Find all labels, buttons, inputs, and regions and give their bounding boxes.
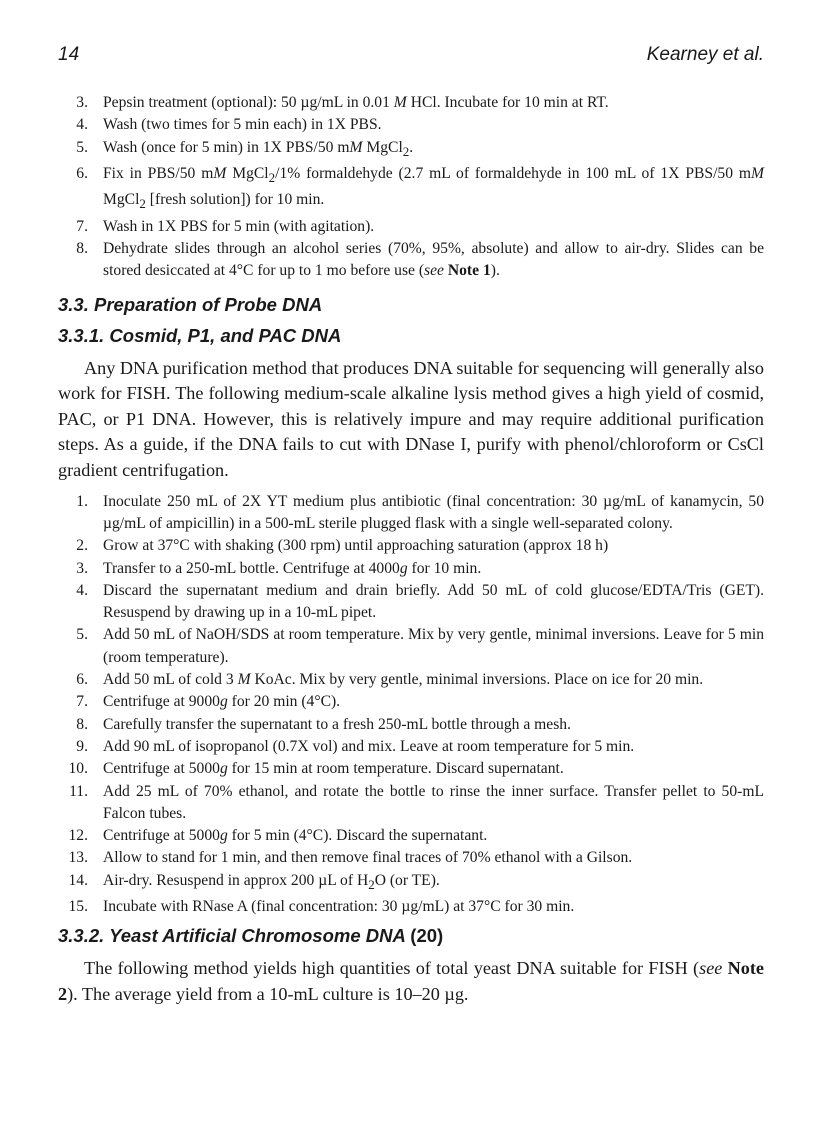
list-item: 7. Centrifuge at 9000g for 20 min (4°C). xyxy=(76,693,341,711)
subsection-heading-cosmid: 3.3.1. Cosmid, P1, and PAC DNA xyxy=(58,324,342,346)
list-item: 8. Dehydrate slides through an alcohol series (70%, 95%, absolute) and allow to air-dry. Slides can be stored desiccated at 4°C for up to 1 mo before use (see Note 1). xyxy=(76,240,764,280)
list-item: 3. Pepsin treatment (optional): 50 µg/mL in 0.01 M HCl. Incubate for 10 min at RT. xyxy=(76,94,609,111)
list-item: 5. Add 50 mL of NaOH/SDS at room temperature. Mix by very gentle, minimal inversions. Leave for 5 min (room temperature). xyxy=(76,626,764,666)
list-item: 10. Centrifuge at 5000g for 15 min at room temperature. Discard supernatant. xyxy=(68,760,564,778)
list-item: 12. Centrifuge at 5000g for 5 min (4°C). Discard the supernatant. xyxy=(68,827,488,845)
list-item: 8. Carefully transfer the supernatant to a fresh 250-mL bottle through a mesh. xyxy=(76,715,571,733)
main-content xyxy=(58,92,764,1015)
reference-number: (20) xyxy=(410,925,444,947)
procedure-list-alkaline-lysis xyxy=(58,491,764,919)
list-item: 4. Wash (two times for 5 min each) in 1X PBS. xyxy=(76,116,382,134)
page-number: 14 xyxy=(58,44,80,65)
list-item: 14. Air-dry. Resuspend in approx 200 µL of $H_2O$ (or TE). xyxy=(68,871,440,892)
list-item: 5. Wash (once for 5 min) in 1X PBS/50 mM MgCl$_2$. xyxy=(76,138,414,159)
list-item: 9. Add 90 mL of isopropanol (0.7X vol) and mix. Leave at room temperature for 5 min. xyxy=(76,737,635,755)
running-author: Kearney et al. xyxy=(646,44,764,65)
list-item: 13. Allow to stand for 1 min, and then remove final traces of 70% ethanol with a Gilson. xyxy=(68,849,633,867)
subsection-heading-yac: 3.3.2. Yeast Artificial Chromosome DNA (20) xyxy=(58,925,444,947)
list-item: 7. Wash in 1X PBS for 5 min (with agitation). xyxy=(76,217,375,235)
procedure-list-fixation xyxy=(58,92,764,283)
list-item: 4. Discard the supernatant medium and drain briefly. Add 50 mL of cold glucose/EDTA/Tris (GET). Resuspend by drawing up in a 10-mL pipet. xyxy=(76,581,764,622)
section-heading: 3.3. Preparation of Probe DNA xyxy=(58,293,323,315)
list-item: 1. Inoculate 250 mL of 2X YT medium plus antibiotic (final concentration: 30 µg/mL of kanamycin, 50 µg/mL of ampicillin) in a 500-mL sterile plugged flask with a single well-separated colony. xyxy=(76,492,764,532)
list-item: 6. Fix in PBS/50 mM MgCl$_2$/1% formaldehyde (2.7 mL of formaldehyde in 100 mL of 1X PBS/50 mM MgCl$_2$ [fresh solution]) for 10 min. xyxy=(76,165,764,212)
list-item: 2. Grow at 37°C with shaking (300 rpm) until approaching saturation (approx 18 h) xyxy=(76,537,609,555)
list-item: 15. Incubate with RNase A (final concentration: 30 µg/mL) at 37°C for 30 min. xyxy=(68,898,575,916)
body-paragraph: The following method yields high quantities of total yeast DNA suitable for FISH (see Note 2). The average yield from a 10-mL culture is 10–20 µg. xyxy=(58,958,764,1005)
list-item: 3. Transfer to a 250-mL bottle. Centrifuge at 4000g for 10 min. xyxy=(76,559,482,577)
list-item: 6. Add 50 mL of cold 3 M KoAc. Mix by very gentle, minimal inversions. Place on ice for 20 min. xyxy=(76,671,704,689)
list-item: 11. Add 25 mL of 70% ethanol, and rotate the bottle to rinse the inner surface. Transfer pellet to 50-mL Falcon tubes. xyxy=(69,782,764,822)
body-paragraph: Any DNA purification method that produces DNA suitable for sequencing will generally also work for FISH. The following medium-scale alkaline lysis method gives a high yield of cosmid, PAC, or P1 DNA. However, this is relatively impure and may require additional purification steps. As a guide, if the DNA fails to cut with DNase I, purify with phenol/chloroform or CsCl gradient centrifugation. xyxy=(58,357,764,481)
running-header xyxy=(58,44,764,70)
